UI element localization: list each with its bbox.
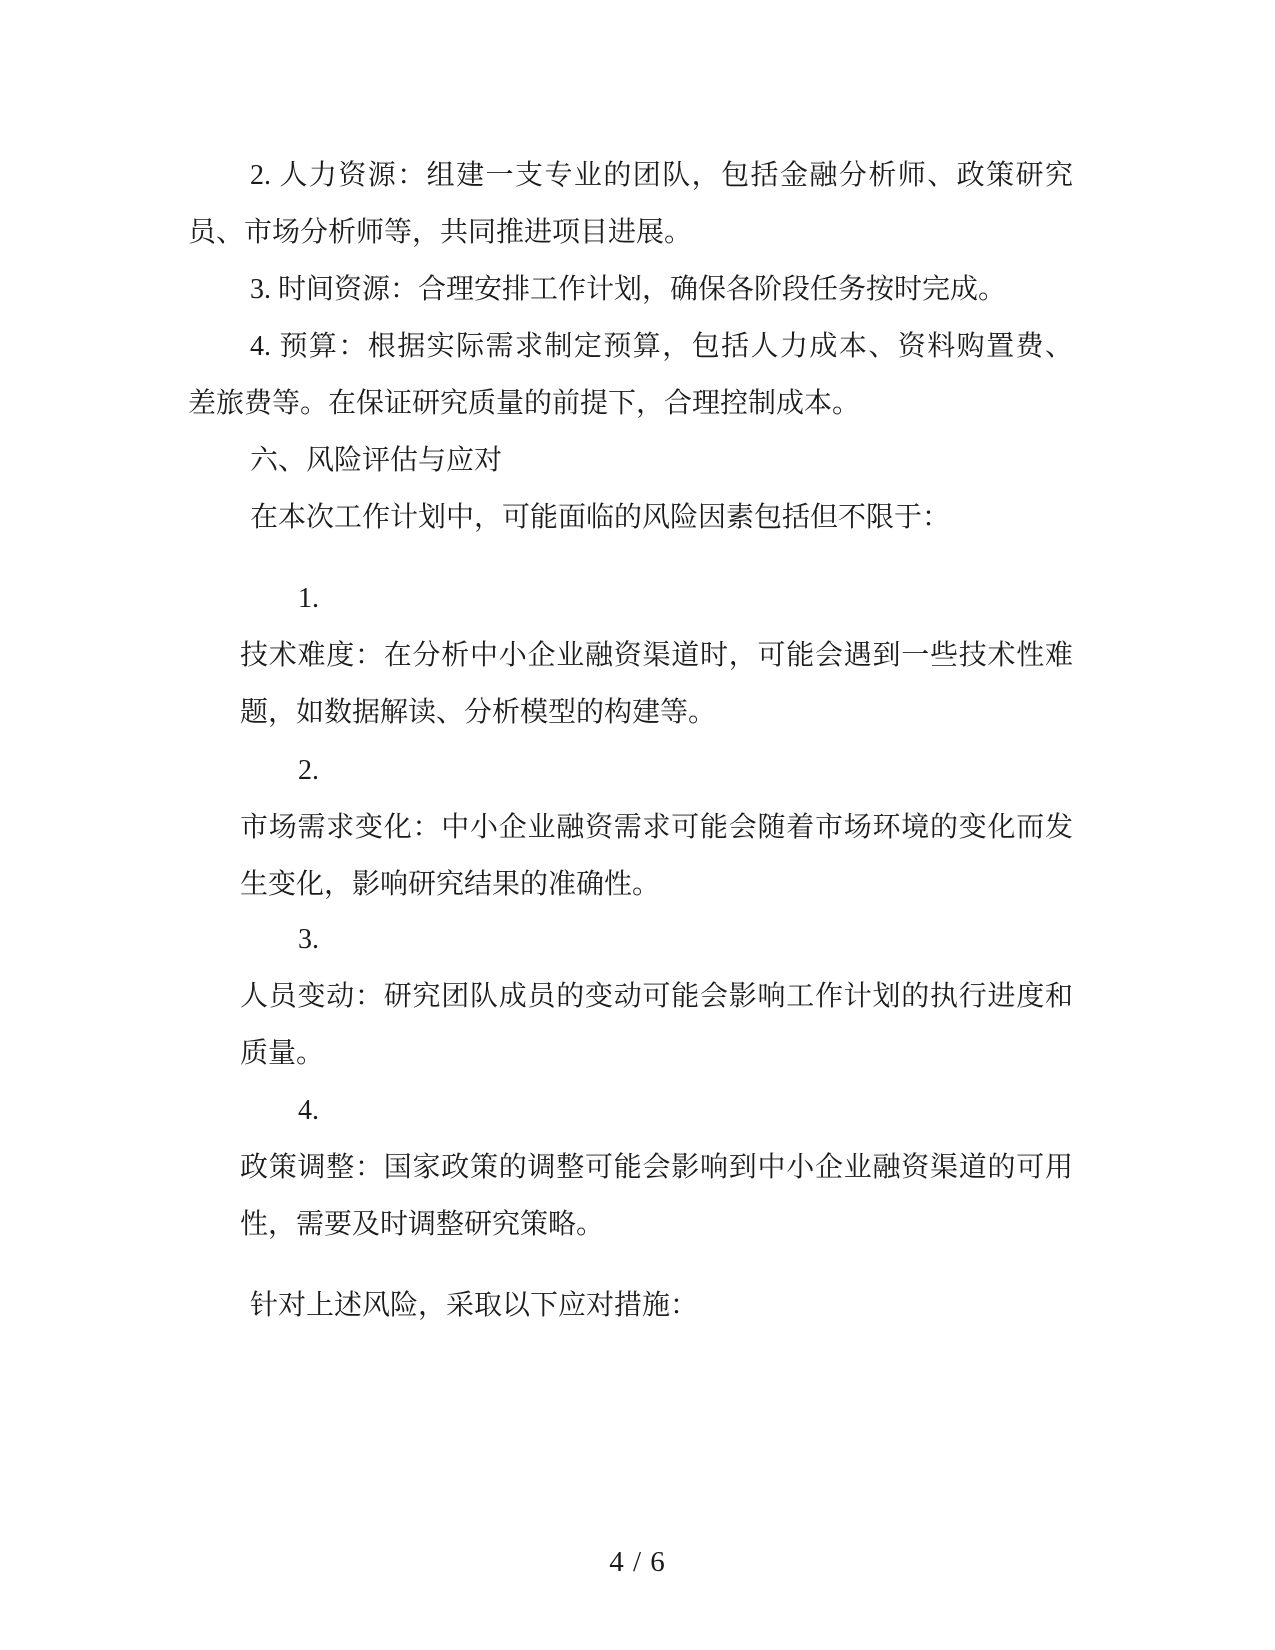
risk-item-line: 性，需要及时调整研究策略。 bbox=[240, 1209, 605, 1240]
paragraph-line: 3. 时间资源：合理安排工作计划，确保各阶段任务按时完成。 bbox=[250, 274, 1007, 305]
risk-item-line: 技术难度：在分析中小企业融资渠道时，可能会遇到一些技术性难 bbox=[240, 640, 1073, 671]
paragraph-line: 在本次工作计划中，可能面临的风险因素包括但不限于： bbox=[250, 502, 951, 533]
risk-item-number: 4. bbox=[298, 1095, 319, 1126]
risk-item-1 bbox=[240, 570, 1073, 741]
paragraph-line: 员、市场分析师等，共同推进项目进展。 bbox=[188, 217, 693, 248]
risk-item-3 bbox=[240, 911, 1073, 1082]
risk-item-2 bbox=[240, 742, 1073, 913]
paragraph-line: 4. 预算：根据实际需求制定预算，包括人力成本、资料购置费、 bbox=[250, 331, 1073, 362]
risk-item-4 bbox=[240, 1082, 1073, 1253]
risk-item-line: 政策调整：国家政策的调整可能会影响到中小企业融资渠道的可用 bbox=[240, 1152, 1073, 1183]
paragraph-line: 2. 人力资源：组建一支专业的团队，包括金融分析师、政策研究 bbox=[250, 160, 1073, 191]
section-heading: 六、风险评估与应对 bbox=[250, 445, 503, 476]
risk-item-number: 3. bbox=[298, 924, 319, 955]
page-number: 4 / 6 bbox=[609, 1546, 666, 1578]
closing-paragraph: 针对上述风险，采取以下应对措施： bbox=[250, 1290, 699, 1321]
body-text-block bbox=[188, 147, 1073, 546]
risk-item-line: 人员变动：研究团队成员的变动可能会影响工作计划的执行进度和 bbox=[240, 981, 1073, 1012]
paragraph-line: 差旅费等。在保证研究质量的前提下，合理控制成本。 bbox=[188, 388, 861, 419]
risk-item-line: 题，如数据解读、分析模型的构建等。 bbox=[240, 697, 717, 728]
risk-item-line: 生变化，影响研究结果的准确性。 bbox=[240, 869, 661, 900]
risk-item-number: 2. bbox=[298, 755, 319, 786]
risk-item-line: 市场需求变化：中小企业融资需求可能会随着市场环境的变化而发 bbox=[240, 812, 1073, 843]
risk-item-number: 1. bbox=[298, 583, 319, 614]
risk-item-line: 质量。 bbox=[240, 1038, 325, 1069]
